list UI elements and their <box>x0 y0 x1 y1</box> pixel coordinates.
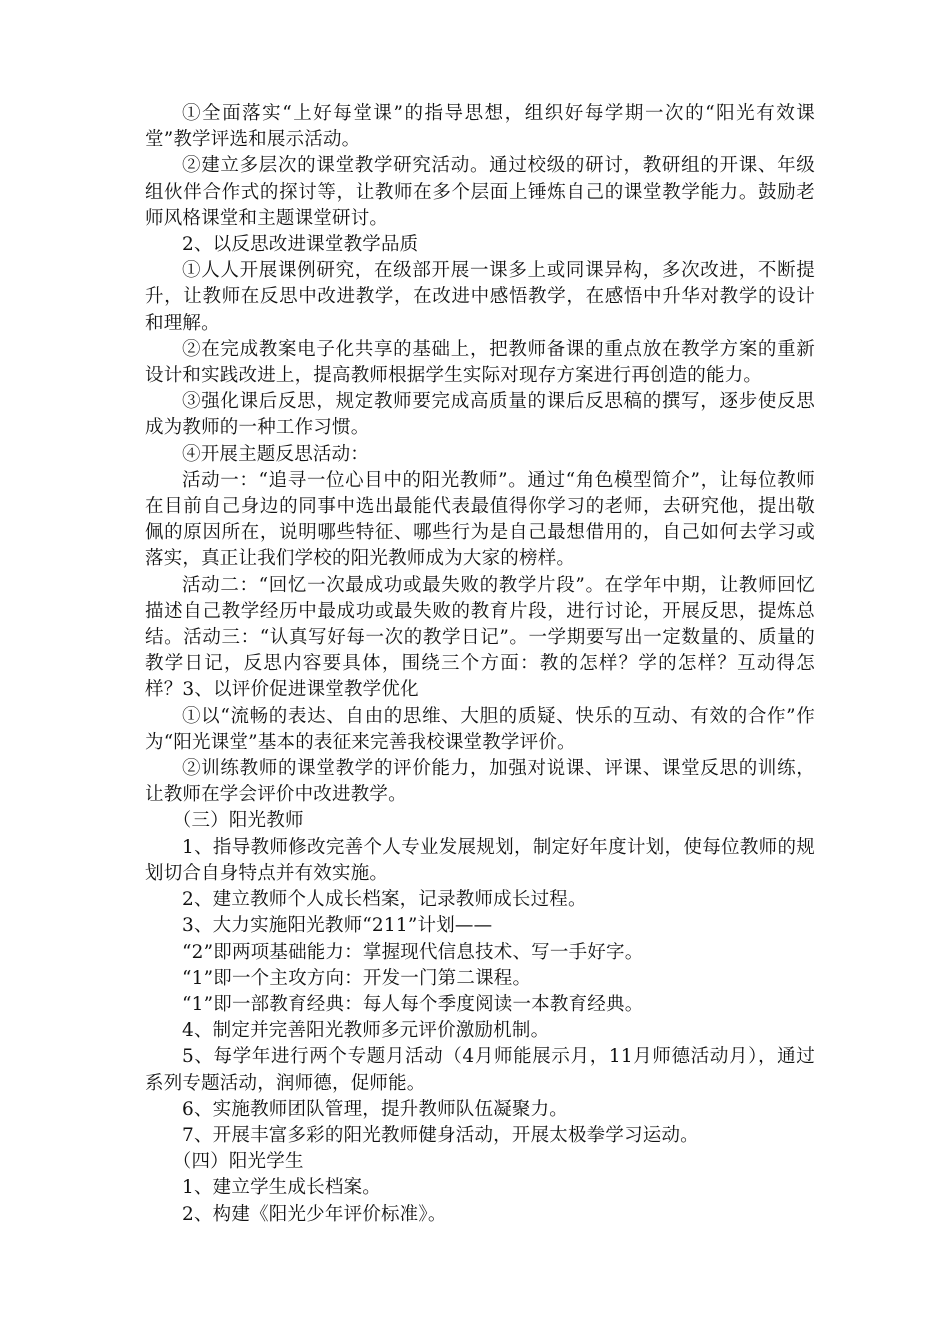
paragraph-18: 7、开展丰富多彩的阳光教师健身活动，开展太极拳学习运动。 <box>182 1124 699 1146</box>
paragraph-20: 2、构建《阳光少年评价标准》。 <box>182 1203 447 1225</box>
paragraph-activity-2: 活动二：“回忆一次最成功或最失败的教学片段”。在学年中期，让教师回忆描述自己教学经历中最成功或最失败的教育片段，进行讨论，开展反思，提炼总结。活动三：“认真写好每一次的教学日记”。一学期要写出一定数量的、质量的教学日记，反思内容要具体，围绕三个方面：教的怎样？学的怎样？互动得怎样？3、以评价促进课堂教学优化 <box>145 574 815 701</box>
document-body <box>145 101 815 1228</box>
paragraph-15: 4、制定并完善阳光教师多元评价激励机制。 <box>182 1020 550 1042</box>
section-heading-sunshine-students: （四）阳光学生 <box>172 1151 304 1173</box>
paragraph-3: ①人人开展课例研究，在级部开展一课多上或同课异构，多次改进，不断提升，让教师在反思中改进教学，在改进中感悟教学，在感悟中升华对教学的设计和理解。 <box>145 260 815 334</box>
paragraph-5: ③强化课后反思，规定教师要完成高质量的课后反思稿的撰写，逐步使反思成为教师的一种工作习惯。 <box>145 391 815 439</box>
paragraph-19: 1、建立学生成长档案。 <box>182 1177 381 1199</box>
paragraph-9: 1、指导教师修改完善个人专业发展规划，制定好年度计划，使每位教师的规划切合自身特点并有效实施。 <box>145 836 815 884</box>
paragraph-14: “1”即一部教育经典：每人每个季度阅读一本教育经典。 <box>182 993 644 1015</box>
paragraph-8: ②训练教师的课堂教学的评价能力，加强对说课、评课、课堂反思的训练，让教师在学会评价中改进教学。 <box>145 758 815 806</box>
paragraph-6: ④开展主题反思活动： <box>182 443 370 465</box>
paragraph-7: ①以“流畅的表达、自由的思维、大胆的质疑、快乐的互动、有效的合作”作为“阳光课堂”基本的表征来完善我校课堂教学评价。 <box>145 705 815 753</box>
paragraph-4: ②在完成教案电子化共享的基础上，把教师备课的重点放在教学方案的重新设计和实践改进上，提高教师根据学生实际对现存方案进行再创造的能力。 <box>145 338 815 387</box>
section-heading-sunshine-teachers: （三）阳光教师 <box>172 810 304 832</box>
paragraph-1: ①全面落实“上好每堂课”的指导思想，组织好每学期一次的“阳光有效课堂”教学评选和展示活动。 <box>145 103 815 151</box>
paragraph-12: “2”即两项基础能力：掌握现代信息技术、写一手好字。 <box>182 941 644 963</box>
paragraph-13: “1”即一个主攻方向：开发一门第二课程。 <box>182 967 532 989</box>
paragraph-activity-1: 活动一：“追寻一位心目中的阳光教师”。通过“角色模型简介”，让每位教师在目前自己身边的同事中选出最能代表最值得你学习的老师，去研究他，提出敬佩的原因所在，说明哪些特征、哪些行为是自己最想借用的，自己如何去学习或落实，真正让我们学校的阳光教师成为大家的榜样。 <box>145 469 815 570</box>
section-heading-2: 2、以反思改进课堂教学品质 <box>182 234 419 256</box>
paragraph-10: 2、建立教师个人成长档案，记录教师成长过程。 <box>182 889 587 911</box>
paragraph-11: 3、大力实施阳光教师“211”计划—— <box>182 915 493 937</box>
paragraph-17: 6、实施教师团队管理，提升教师队伍凝聚力。 <box>182 1098 568 1120</box>
paragraph-2: ②建立多层次的课堂教学研究活动。通过校级的研讨，教研组的开课、年级组伙伴合作式的探讨等，让教师在多个层面上锤炼自己的课堂教学能力。鼓励老师风格课堂和主题课堂研讨。 <box>145 155 815 229</box>
paragraph-16: 5、每学年进行两个专题月活动（4月师能展示月，11月师德活动月），通过系列专题活动，润师德，促师能。 <box>145 1046 815 1094</box>
